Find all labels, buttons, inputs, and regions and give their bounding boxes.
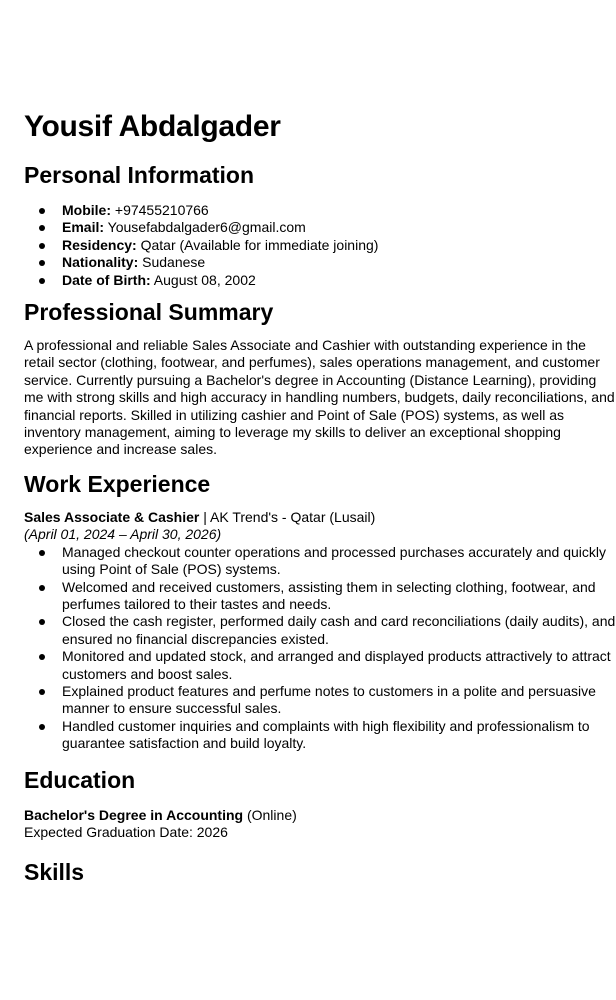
bullet-icon [39,724,45,730]
duty-text: Managed checkout counter operations and processed purchases accurately and quickly using Point of Sale (POS) systems. [62,543,606,578]
list-item [24,613,616,648]
bullet-icon [39,260,45,266]
list-item [24,544,616,579]
bullet-icon [39,243,45,249]
bullet-icon [39,225,45,231]
summary-heading: Professional Summary [24,299,274,326]
duty-text: Explained product features and perfume notes to customers in a polite and persuasive manner to ensure successful sales. [62,682,596,717]
bullet-icon [39,619,45,625]
field-value: Sudanese [138,254,206,271]
experience-heading: Work Experience [24,470,211,497]
field-label: Nationality: [62,254,139,271]
list-item [24,254,616,271]
duty-text: Welcomed and received customers, assisting them in selecting clothing, footwear, and perfumes tailored to their tastes and needs. [62,578,596,612]
job-company: | AK Trend's - Qatar (Lusail) [199,508,376,525]
job-line [24,509,616,526]
job-dates: (April 01, 2024 – April 30, 2026) [24,526,222,543]
list-item [24,202,616,219]
duty-text: Closed the cash register, performed daily cash and card reconciliations (daily audits), and ensured no financial discrepancies existed. [62,613,616,647]
field-label: Residency: [62,236,137,253]
bullet-icon [39,208,45,214]
summary-text: A professional and reliable Sales Associate and Cashier with outstanding experience in the retail sector (clothing, footwear, and perfumes), sales operations management, and customer service. Currently pursuing a Bachelor's degree in Accounting (Distance Learning), providing me with strong skills and high accuracy in handling numbers, budgets, daily reconciliations, and financial reports. Skilled in utilizing cashier and Point of Sale (POS) systems, as well as inventory management, aiming to leverage my skills to deliver an exceptional shopping experience and increase sales. [24,337,615,458]
field-value: Yousefabdalgader6@gmail.com [104,219,306,236]
field-label: Email: [62,219,105,236]
field-value: +97455210766 [111,202,209,218]
list-item [24,579,616,614]
duty-text: Handled customer inquiries and complaints with high flexibility and professionalism to guarantee satisfaction and build loyalty. [62,717,590,752]
duty-text: Monitored and updated stock, and arranged and displayed products attractively to attract customers and boost sales. [62,648,611,682]
bullet-icon [39,550,45,556]
job-duties-list [24,544,616,753]
field-label: Date of Birth: [62,271,151,288]
field-value: Qatar (Available for immediate joining) [136,236,379,253]
list-item [24,237,616,254]
field-label: Mobile: [62,202,111,218]
degree-mode: (Online) [243,806,297,823]
list-item [24,718,616,753]
skills-heading: Skills [24,859,85,886]
personal-info-heading: Personal Information [24,162,255,188]
job-title: Sales Associate & Cashier [24,508,200,525]
field-value: August 08, 2002 [150,271,256,288]
list-item [24,683,616,718]
degree-title: Bachelor's Degree in Accounting [24,806,244,823]
bullet-icon [39,278,45,284]
list-item [24,648,616,683]
list-item [24,272,616,289]
bullet-icon [39,689,45,695]
bullet-icon [39,585,45,591]
bullet-icon [39,654,45,660]
personal-info-list [24,202,616,289]
education-heading: Education [24,766,136,793]
resume-document [24,108,616,887]
graduation-date: Expected Graduation Date: 2026 [24,823,228,840]
candidate-name: Yousif Abdalgader [24,110,281,143]
list-item [24,219,616,236]
degree-line [24,807,616,824]
